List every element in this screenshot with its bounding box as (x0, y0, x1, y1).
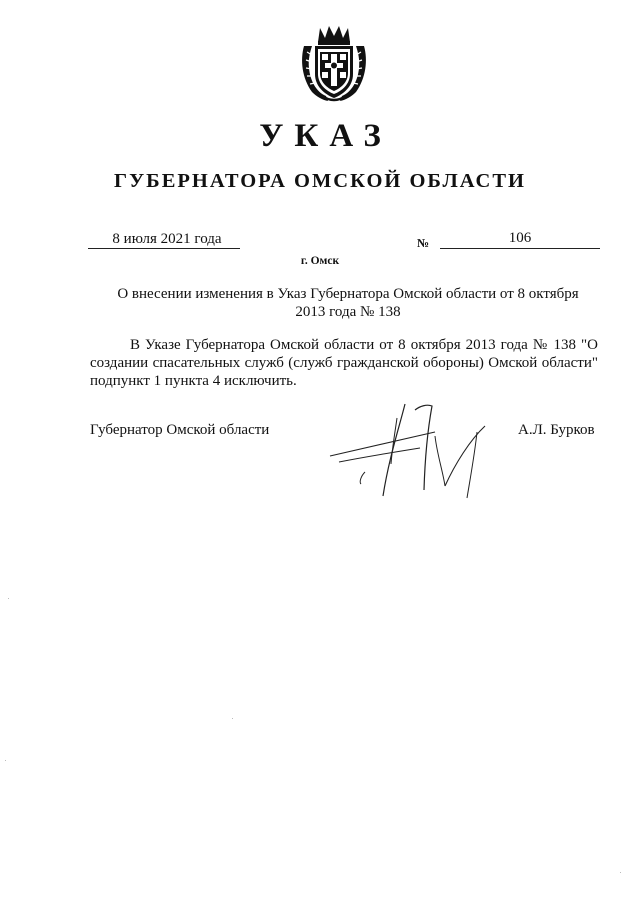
decree-title: УКАЗ (259, 118, 392, 154)
city-name: г. Омск (300, 255, 340, 267)
signer-title: Губернатор Омской области (90, 422, 270, 438)
scan-speck (5, 760, 6, 761)
signer-name: А.Л. Бурков (518, 422, 595, 438)
document-heading: О внесении изменения в Указ Губернатора Омской области от 8 октября 2013 года № 138 (117, 286, 579, 320)
decree-number: 106 (508, 230, 532, 246)
scan-speck (232, 718, 233, 719)
omsk-region-coat-of-arms-icon (298, 22, 370, 104)
number-underline (440, 248, 600, 249)
date-underline (88, 248, 240, 249)
decree-number-label: № (417, 236, 430, 250)
document-body: В Указе Губернатора Омской области от 8 октября 2013 года № 138 "О создании спасательных служб (служб гражданской обороны) Омской области" подпункт 1 пункта 4 исключить. (90, 337, 598, 389)
handwritten-signature-icon (325, 398, 500, 506)
scan-speck (8, 598, 9, 599)
decree-subtitle: ГУБЕРНАТОРА ОМСКОЙ ОБЛАСТИ (114, 170, 526, 192)
scan-speck (620, 872, 621, 873)
decree-date: 8 июля 2021 года (112, 231, 222, 247)
